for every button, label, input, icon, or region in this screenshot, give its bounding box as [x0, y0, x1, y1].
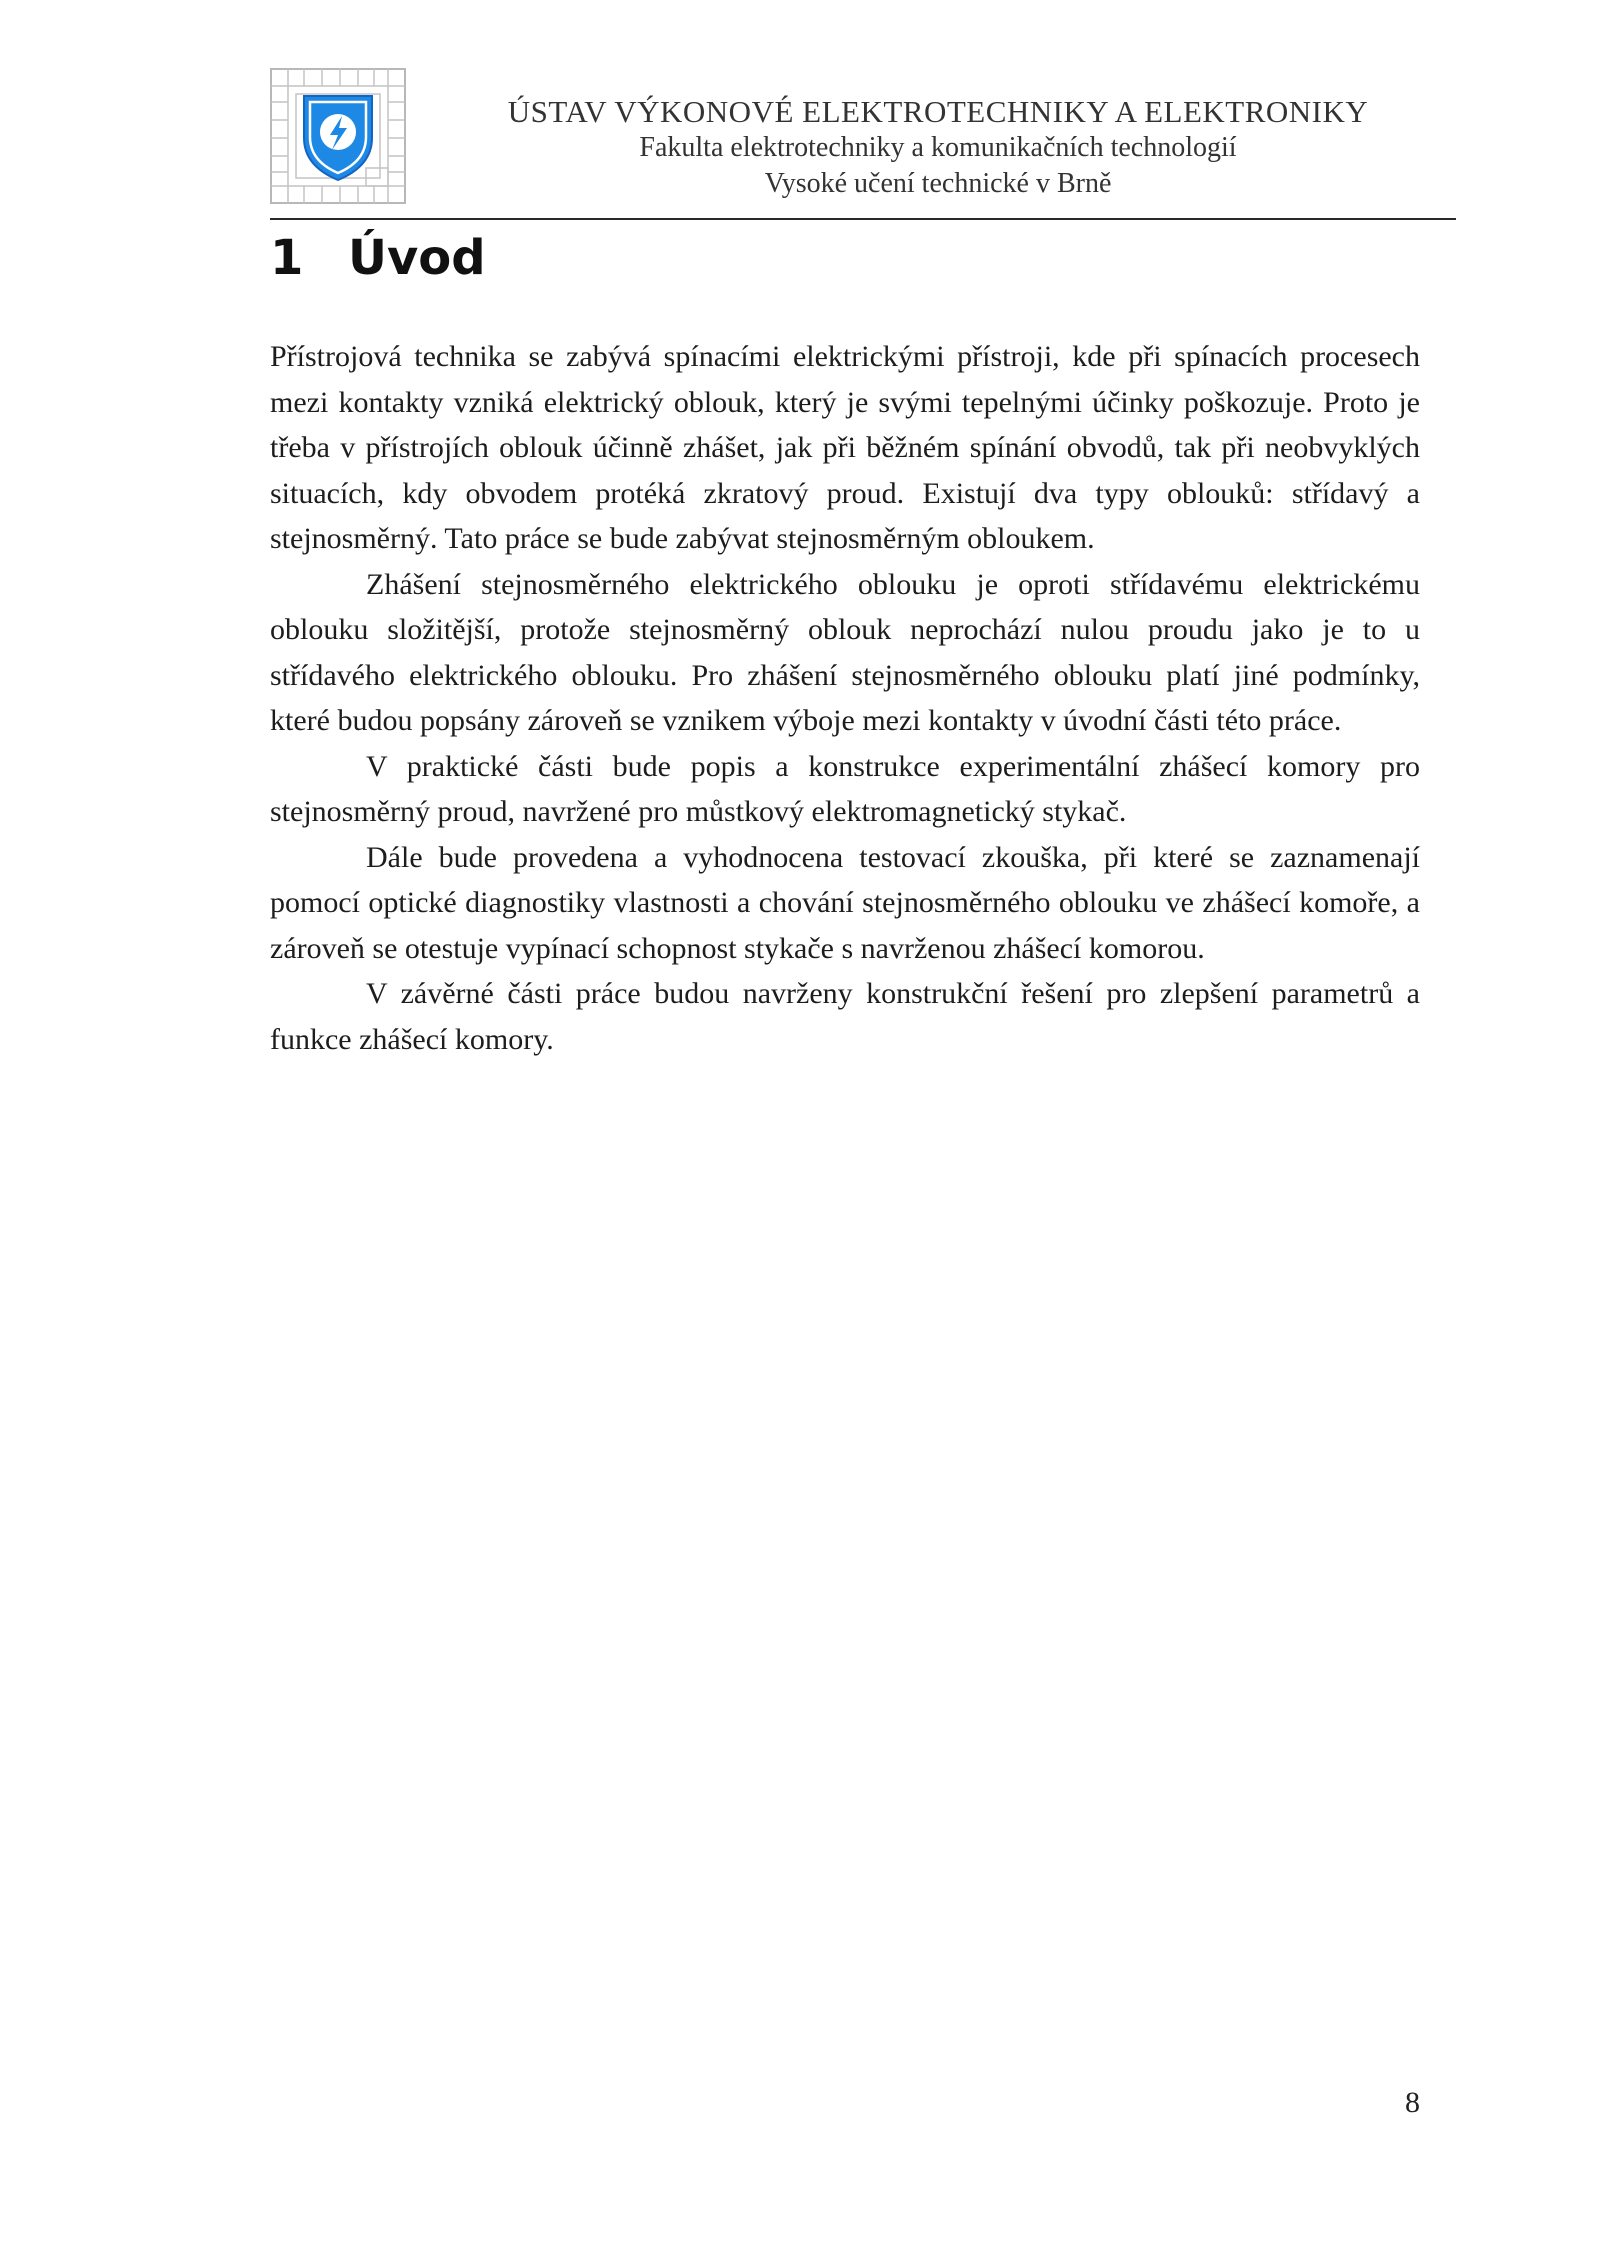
- chapter-title: Úvod: [348, 230, 486, 286]
- header-text: [420, 94, 1456, 202]
- header-divider: [270, 218, 1456, 220]
- chapter-number: 1: [270, 230, 304, 286]
- paragraph: Dále bude provedena a vyhodnocena testovací zkouška, při které se zaznamenají pomocí optické diagnostiky vlastnosti a chování stejnosměrného oblouku ve zhášecí komoře, a zároveň se otestuje vypínací schopnost stykače s navrženou zhášecí komorou.: [270, 840, 1420, 965]
- institute-name: ÚSTAV VÝKONOVÉ ELEKTROTECHNIKY A ELEKTRONIKY: [507, 94, 1369, 129]
- university-logo-shield-bolt-icon: [270, 68, 406, 204]
- university-name: Vysoké učení technické v Brně: [764, 168, 1112, 199]
- body-text: [270, 334, 1420, 1062]
- faculty-name: Fakulta elektrotechniky a komunikačních technologií: [639, 132, 1237, 163]
- paragraph: Zhášení stejnosměrného elektrického oblouku je oproti střídavému elektrickému oblouku složitější, protože stejnosměrný oblouk neprochází nulou proudu jako je to u střídavého elektrického oblouku. Pro zhášení stejnosměrného oblouku platí jiné podmínky, které budou popsány zároveň se vznikem výboje mezi kontakty v úvodní části této práce.: [270, 567, 1420, 737]
- page-number: 8: [1405, 2086, 1420, 2119]
- paragraph: V praktické části bude popis a konstrukce experimentální zhášecí komory pro stejnosměrný proud, navržené pro můstkový elektromagnetický stykač.: [270, 749, 1420, 828]
- paragraph: V závěrné části práce budou navrženy konstrukční řešení pro zlepšení parametrů a funkce zhášecí komory.: [270, 977, 1420, 1056]
- paragraph: Přístrojová technika se zabývá spínacími elektrickými přístroji, kde při spínacích procesech mezi kontakty vzniká elektrický oblouk, který je svými tepelnými účinky poškozuje. Proto je třeba v přístrojích oblouk účinně zhášet, jak při běžném spínání obvodů, tak při neobvyklých situacích, kdy obvodem protéká zkratový proud. Existují dva typy oblouků: střídavý a stejnosměrný. Tato práce se bude zabývat stejnosměrným obloukem.: [270, 340, 1420, 555]
- chapter-heading: [270, 228, 486, 288]
- page-header: [270, 68, 1456, 218]
